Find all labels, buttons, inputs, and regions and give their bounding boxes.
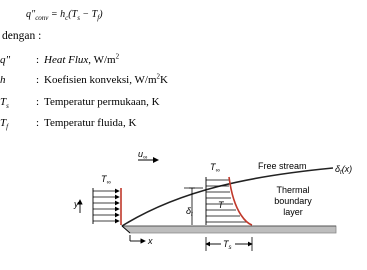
y-axis-label: y xyxy=(74,199,79,209)
eq-lhs: q" xyxy=(26,9,36,20)
eq-paren-close: ) xyxy=(99,9,103,20)
u-inf-main: u xyxy=(138,149,144,159)
delta-t-curve-arg: (x) xyxy=(341,164,353,174)
definition-symbol-main: h xyxy=(0,74,6,86)
definition-text: Temperatur permukaan, K xyxy=(44,96,160,108)
definition-unit-sup: 2 xyxy=(156,72,161,81)
t-inf-left-main: T xyxy=(101,174,107,184)
t-inf-left-sub: ∞ xyxy=(106,180,111,186)
definition-colon: : xyxy=(36,54,40,66)
definition-symbol-main: q" xyxy=(0,54,11,66)
definition-unit: , W/m xyxy=(88,54,116,66)
t-infinity-mid-label xyxy=(210,162,220,174)
eq-h: h xyxy=(60,9,66,20)
definition-colon: : xyxy=(36,117,40,129)
eq-minus: − T xyxy=(79,9,98,20)
eq-lhs-sub: conv xyxy=(35,14,49,22)
eq-tf-sub: f xyxy=(97,14,100,22)
definition-unit-sup: 2 xyxy=(115,52,120,61)
eq-paren-open: (T xyxy=(68,9,78,20)
delta-t-mark-main: δ xyxy=(186,206,192,216)
definition-symbol-main: T xyxy=(0,96,7,108)
definition-colon: : xyxy=(36,74,40,86)
eq-ts-sub: s xyxy=(77,14,80,22)
definition-symbol-sub: f xyxy=(6,123,9,132)
intro-text: dengan : xyxy=(2,30,42,42)
eq-equals: = xyxy=(48,9,61,20)
definition-unit-tail: K xyxy=(160,74,168,86)
definition-text: Temperatur fluida, K xyxy=(44,117,137,129)
definition-symbol-sub: s xyxy=(6,102,9,111)
delta-t-curve-main: δ xyxy=(335,164,341,174)
delta-t-mark-sub: t xyxy=(191,212,193,218)
inlet-temperature-arrows xyxy=(93,191,119,221)
ts-sub: s xyxy=(228,245,232,251)
developed-temperature-profile xyxy=(229,177,252,225)
t-inf-mid-main: T xyxy=(210,162,216,172)
heated-plate xyxy=(122,226,336,233)
ts-main: T xyxy=(223,239,229,249)
definition-text-main: Heat Flux xyxy=(44,54,89,66)
definition-colon: : xyxy=(36,96,40,108)
delta-t-curve-sub: t xyxy=(340,170,342,176)
t-inf-mid-sub: ∞ xyxy=(215,168,220,174)
u-infinity-label xyxy=(138,149,147,161)
u-inf-sub: ∞ xyxy=(143,155,148,161)
thermal-layer-label-line3: layer xyxy=(283,207,303,217)
t-profile-label: T xyxy=(218,200,224,210)
x-axis-label: x xyxy=(148,236,153,246)
definition-text-main: Koefisien konveksi, W/m xyxy=(44,74,157,86)
eq-h-sub: c xyxy=(65,14,69,22)
thermal-layer-label-line1: Thermal xyxy=(276,185,310,195)
t-infinity-left-label xyxy=(101,174,111,186)
delta-t-curve-label xyxy=(335,164,352,176)
thermal-layer-label-line2: boundary xyxy=(274,196,312,206)
free-stream-label: Free stream xyxy=(258,161,307,171)
definition-symbol-main: T xyxy=(0,117,7,129)
